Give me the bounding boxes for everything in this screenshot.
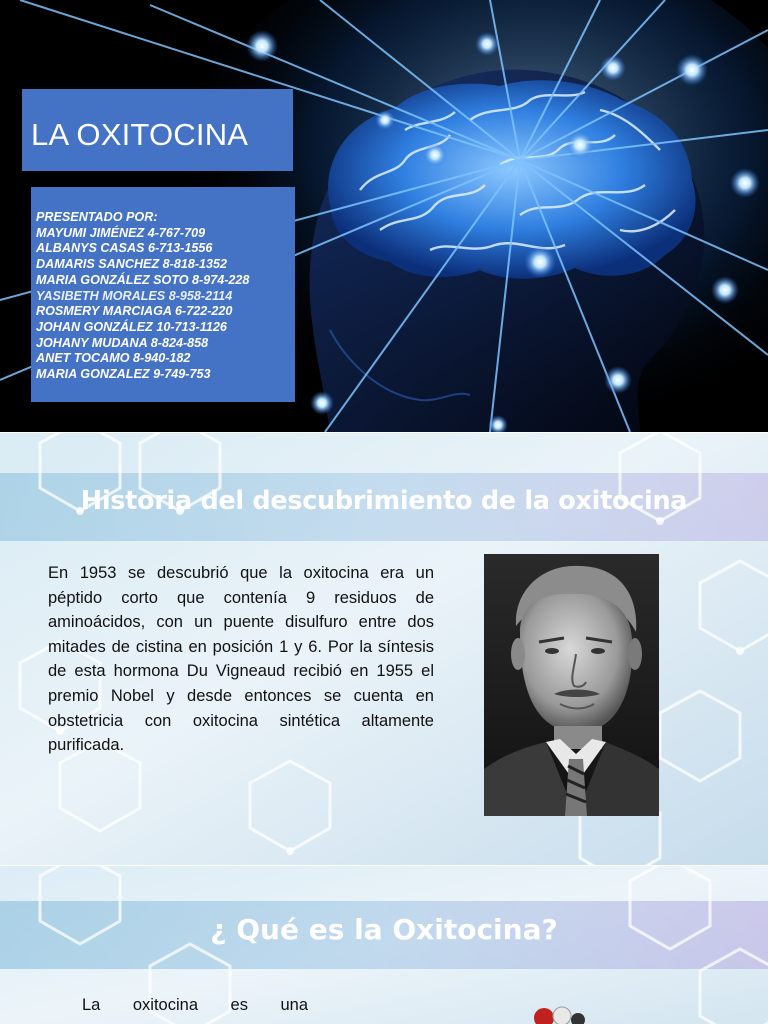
title-slide (0, 0, 768, 432)
presenters-list (36, 210, 249, 383)
presenter-item: ROSMERY MARCIAGA 6-722-220 (36, 304, 233, 319)
definition-slide (0, 866, 768, 1024)
presenter-item: MARIA GONZÁLEZ SOTO 8-974-228 (36, 272, 250, 287)
presenters-box (31, 187, 295, 402)
presenter-item: DAMARIS SANCHEZ 8-818-1352 (36, 257, 228, 272)
presenter-item: MARIA GONZALEZ 9-749-753 (36, 367, 211, 382)
definition-paragraph: La oxitocina es una (82, 996, 308, 1014)
presenter-item: JOHAN GONZÁLEZ 10-713-1126 (36, 319, 227, 334)
presentation-title: LA OXITOCINA (31, 117, 249, 152)
slide-title: ¿ Qué es la Oxitocina? (210, 913, 558, 946)
history-paragraph: En 1953 se descubrió que la oxitocina era un péptido corto que contenía 9 residuos de aminoácidos, con un puente disulfuro entre dos mitades de cistina en posición 1 y 6. Por la síntesis de esta hormona Du Vigneaud recibió en 1955 el premio Nobel y desde entonces se cuenta en obstetricia con oxitocina sintética altamente purificada. (48, 564, 434, 755)
molecule-icon (526, 1002, 586, 1024)
presenter-item: JOHANY MUDANA 8-824-858 (36, 335, 209, 350)
du-vigneaud-portrait (484, 554, 659, 816)
presenter-item: YASIBETH MORALES 8-958-2114 (36, 288, 233, 303)
presenter-item: MAYUMI JIMÉNEZ 4-767-709 (36, 225, 206, 240)
presenters-heading: PRESENTADO POR: (36, 210, 158, 224)
presenter-item: ANET TOCAMO 8-940-182 (36, 351, 191, 366)
slide-title: Historia del descubrimiento de la oxitocina (80, 486, 688, 516)
title-box (22, 89, 293, 171)
presenter-item: ALBANYS CASAS 6-713-1556 (36, 241, 213, 256)
history-slide (0, 433, 768, 865)
